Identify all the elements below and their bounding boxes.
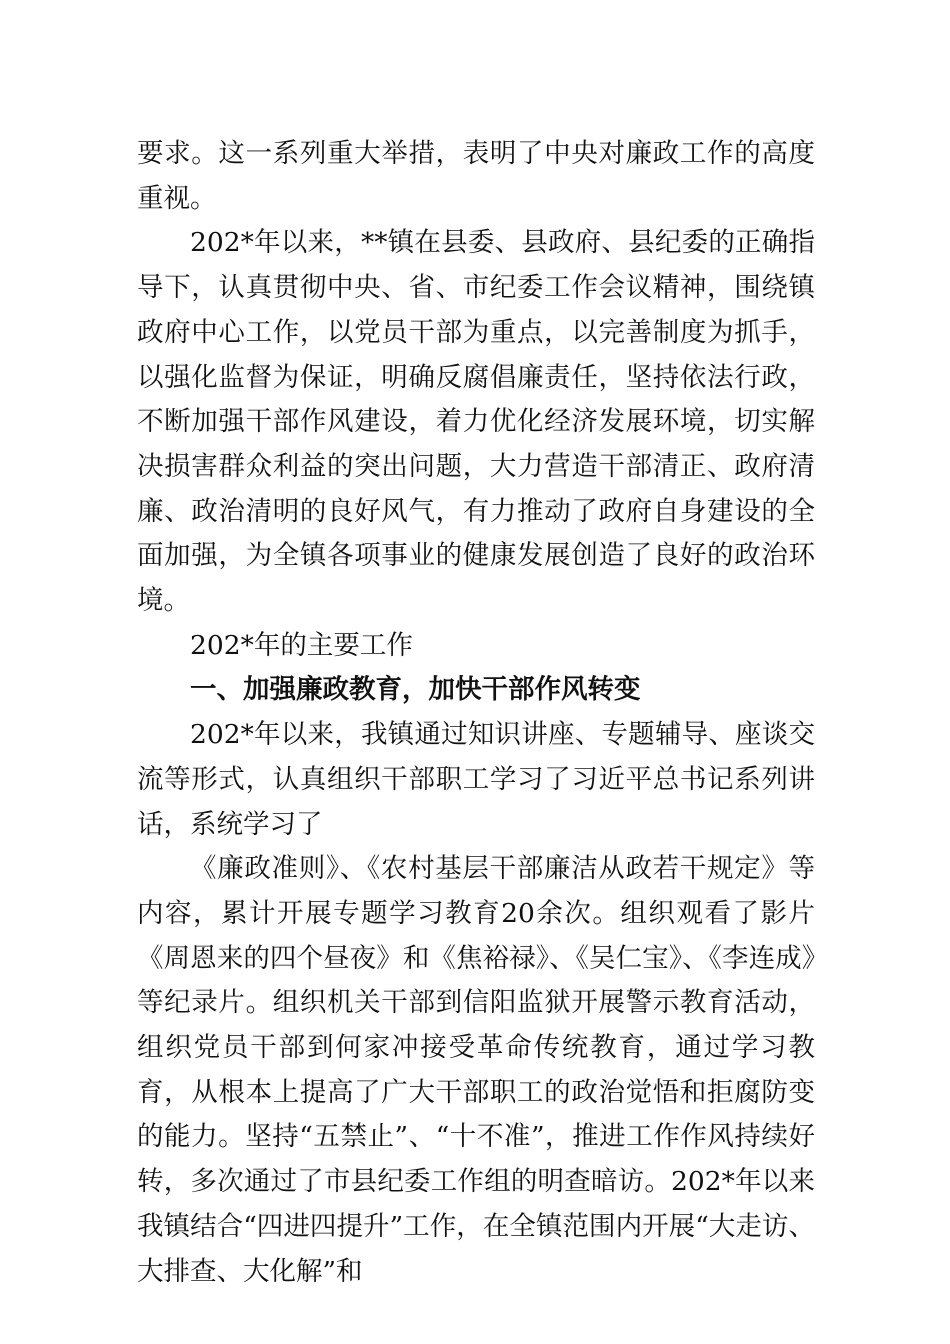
document-body [137,132,815,1294]
section-heading-1: 一、加强廉政教育，加快干部作风转变 [190,674,641,706]
section-title: 202*年的主要工作 [190,629,413,661]
paragraph-overview: 202*年以来，**镇在县委、县政府、县纪委的正确指导下，认真贯彻中央、省、市纪委工作会议精神，围绕镇政府中心工作，以党员干部为重点，以完善制度为抓手，以强化监督为保证，明确反腐倡廉责任，坚持依法行政，不断加强干部作风建设，着力优化经济发展环境，切实解决损害群众利益的突出问题，大力营造干部清正、政府清廉、政治清明的良好风气，有力推动了政府自身建设的全面加强，为全镇各项事业的健康发展创造了良好的政治环境。 [137,227,815,617]
paragraph-continuation: 要求。这一系列重大举措，表明了中央对廉政工作的高度重视。 [137,138,815,214]
paragraph-education: 《廉政准则》、《农村基层干部廉洁从政若干规定》等内容，累计开展专题学习教育20余次。组织观看了影片《周恩来的四个昼夜》和《焦裕禄》、《吴仁宝》、《李连成》等纪录片。组织机关干部到信阳监狱开展警示教育活动，组织党员干部到何家冲接受革命传统教育，通过学习教育，从根本上提高了广大干部职工的政治觉悟和拒腐防变的能力。坚持“五禁止”、“十不准”，推进工作作风持续好转，多次通过了市县纪委工作组的明查暗访。202*年以来我镇结合“四进四提升”工作，在全镇范围内开展“大走访、大排查、大化解”和 [137,853,815,1287]
paragraph-study: 202*年以来，我镇通过知识讲座、专题辅导、座谈交流等形式，认真组织干部职工学习了习近平总书记系列讲话，系统学习了 [137,719,815,840]
